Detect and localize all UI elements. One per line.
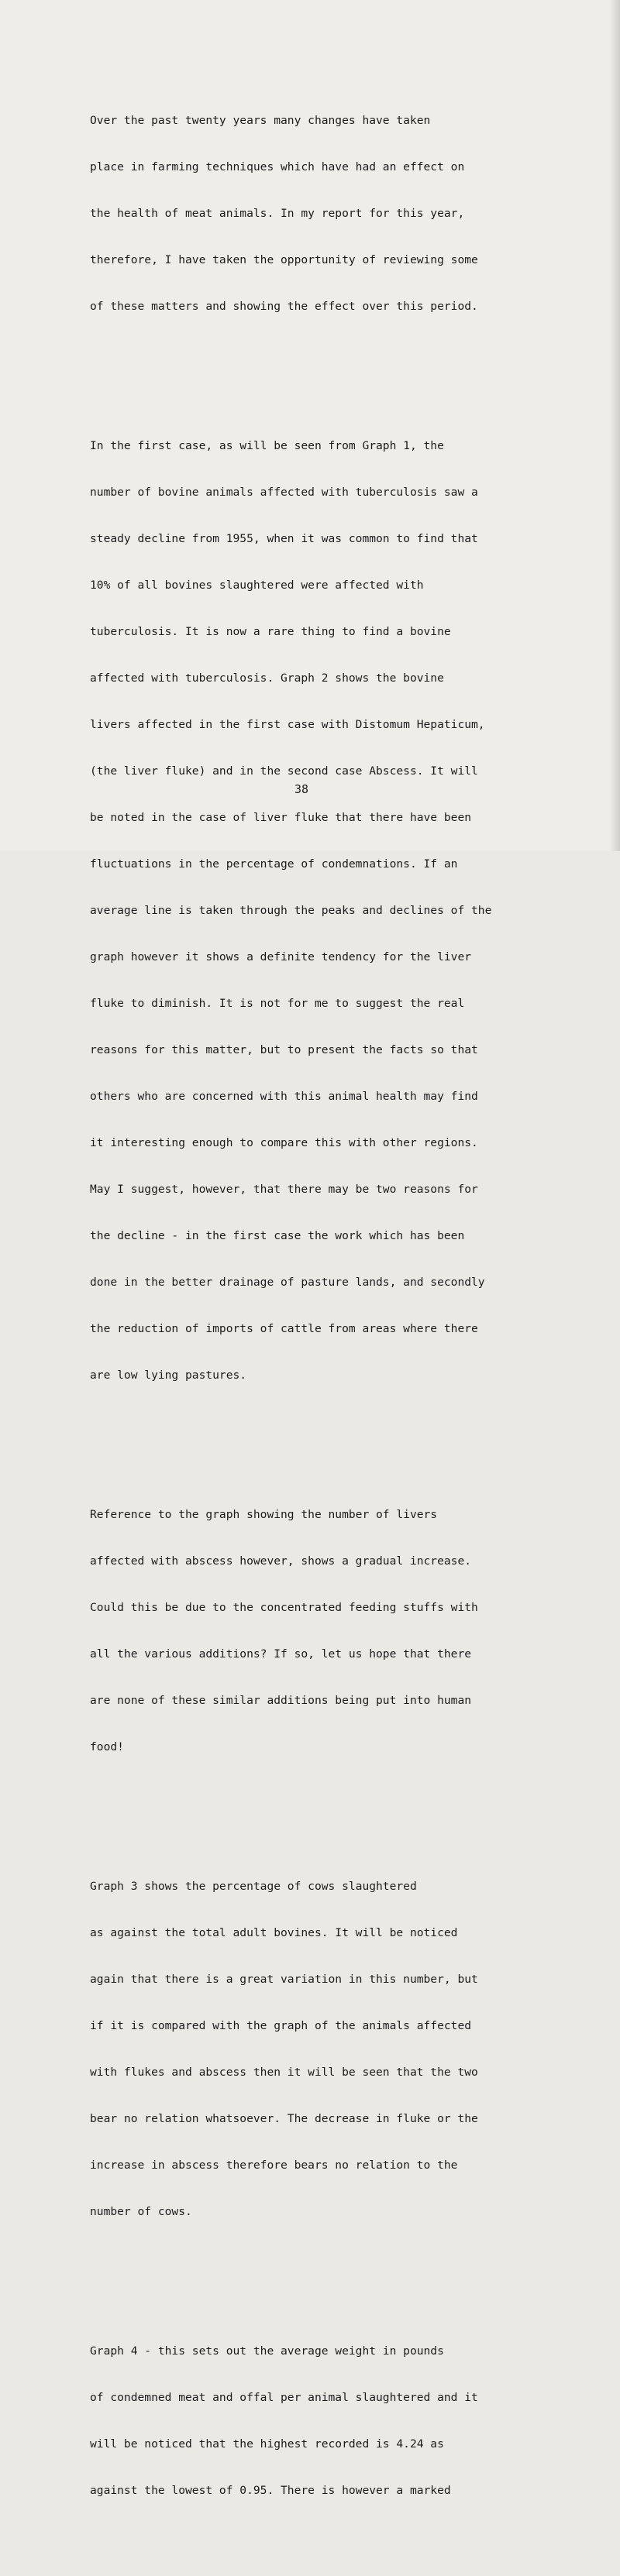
paragraph-2 — [90, 407, 617, 1414]
text-line: steady decline from 1955, when it was common to find that — [90, 532, 478, 545]
text-line: Reference to the graph showing the number of livers — [90, 1508, 438, 1521]
text-line: against the lowest of 0.95. There is however a marked — [90, 2484, 451, 2497]
text-line: bear no relation whatsoever. The decrease in fluke or the — [90, 2112, 478, 2125]
text-line: fluctuations in the percentage of condemnations. If an — [90, 857, 458, 871]
text-line: Graph 4 - this sets out the average weight in pounds — [90, 2344, 444, 2358]
text-line: are none of these similar additions being put into human — [90, 1694, 472, 1707]
text-line: number of bovine animals affected with tuberculosis saw a — [90, 486, 478, 499]
text-line: May I suggest, however, that there may be two reasons for — [90, 1183, 478, 1196]
text-line: all the various additions? If so, let us hope that there — [90, 1647, 472, 1661]
text-line: Over the past twenty years many changes have taken — [90, 114, 431, 127]
text-line: graph however it shows a definite tendency for the liver — [90, 950, 472, 963]
text-line: tuberculosis. It is now a rare thing to find a bovine — [90, 625, 451, 638]
text-line: affected with tuberculosis. Graph 2 shows the bovine — [90, 671, 444, 685]
page-number: 38 — [294, 782, 309, 796]
text-line: fluke to diminish. It is not for me to suggest the real — [90, 997, 465, 1010]
paragraph-4 — [90, 1848, 617, 2251]
text-line: others who are concerned with this animal health may find — [90, 1090, 478, 1103]
text-line: average line is taken through the peaks and declines of the — [90, 904, 492, 917]
text-line: the decline - in the first case the work which has been — [90, 1229, 465, 1242]
text-line: increase in abscess therefore bears no relation to the — [90, 2159, 458, 2172]
text-line: will be noticed that the highest recorded is 4.24 as — [90, 2437, 444, 2451]
text-line: In the first case, as will be seen from Graph 1, the — [90, 439, 444, 452]
paragraph-5 — [90, 2313, 617, 2530]
text-line: 10% of all bovines slaughtered were affected with — [90, 579, 424, 592]
text-line: are low lying pastures. — [90, 1369, 247, 1382]
paragraph-1 — [90, 82, 617, 345]
paragraph-3 — [90, 1476, 617, 1786]
text-line: place in farming techniques which have had an effect on — [90, 160, 465, 173]
text-line: food! — [90, 1740, 124, 1753]
text-line: with flukes and abscess then it will be seen that the two — [90, 2066, 478, 2079]
text-line: therefore, I have taken the opportunity of reviewing some — [90, 253, 478, 266]
body-text — [90, 51, 617, 2576]
text-line: again that there is a great variation in this number, but — [90, 1973, 478, 1986]
text-line: done in the better drainage of pasture lands, and secondly — [90, 1276, 485, 1289]
text-line: be noted in the case of liver fluke that there have been — [90, 811, 472, 824]
text-line: the reduction of imports of cattle from areas where there — [90, 1322, 478, 1335]
text-line: Graph 3 shows the percentage of cows slaughtered — [90, 1880, 417, 1893]
text-line: if it is compared with the graph of the animals affected — [90, 2019, 472, 2032]
text-line: of these matters and showing the effect over this period. — [90, 300, 478, 313]
text-line: of condemned meat and offal per animal slaughtered and it — [90, 2391, 478, 2404]
text-line: it interesting enough to compare this with other regions. — [90, 1136, 478, 1149]
text-line: (the liver fluke) and in the second case Abscess. It will — [90, 764, 478, 778]
text-line: the health of meat animals. In my report for this year, — [90, 207, 465, 220]
text-line: livers affected in the first case with Distomum Hepaticum, — [90, 718, 485, 731]
text-line: affected with abscess however, shows a gradual increase. — [90, 1554, 472, 1568]
text-line: number of cows. — [90, 2205, 192, 2218]
text-line: as against the total adult bovines. It will be noticed — [90, 1926, 458, 1939]
text-line: Could this be due to the concentrated feeding stuffs with — [90, 1601, 478, 1614]
text-line: reasons for this matter, but to present the facts so that — [90, 1043, 478, 1056]
